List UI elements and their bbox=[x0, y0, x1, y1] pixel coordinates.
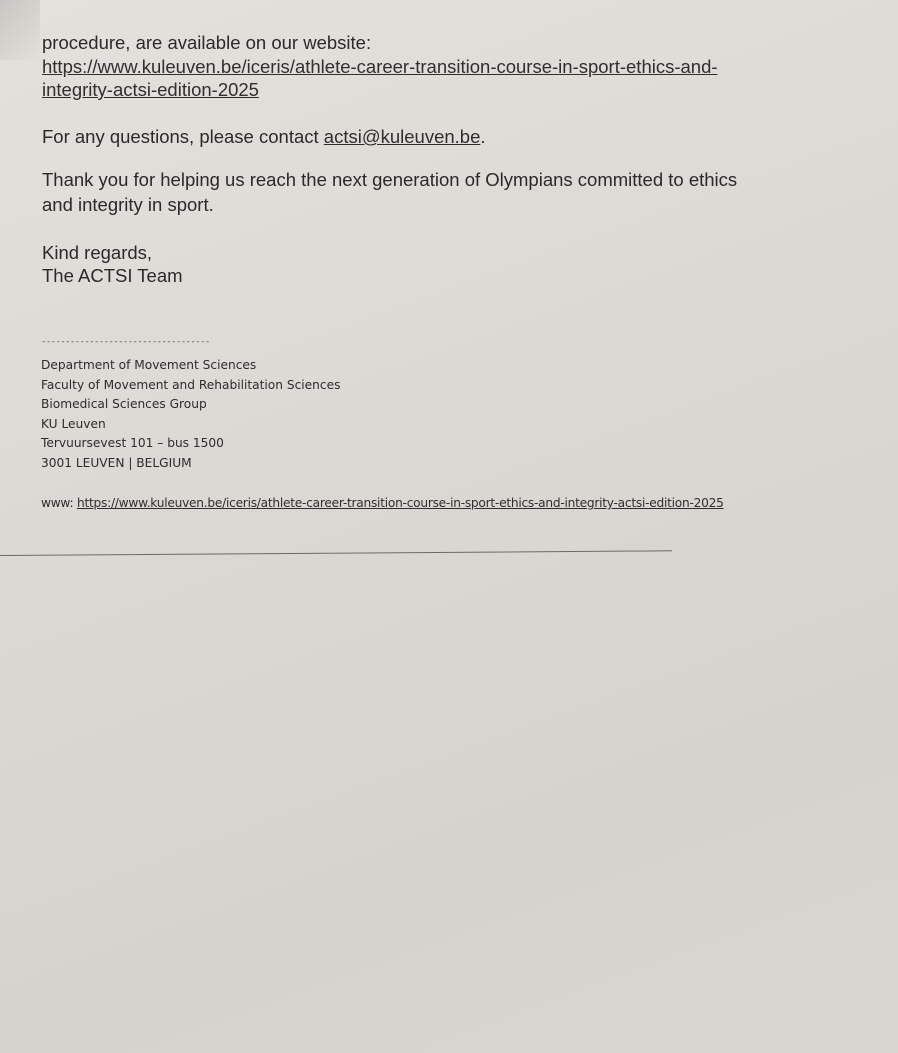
contact-suffix: . bbox=[480, 126, 486, 147]
website-link-line2[interactable]: integrity-actsi-edition-2025 bbox=[42, 79, 259, 100]
horizontal-rule bbox=[0, 550, 672, 556]
signature-www bbox=[41, 494, 724, 514]
website-link-line1[interactable]: https://www.kuleuven.be/iceris/athlete-career-transition-course-in-sport-ethics-and- bbox=[42, 56, 718, 77]
signature-line: Department of Movement Sciences bbox=[41, 358, 257, 372]
signature-block bbox=[41, 356, 340, 473]
website-link-cont[interactable] bbox=[42, 78, 259, 101]
signature-line: Biomedical Sciences Group bbox=[41, 397, 207, 411]
signature-separator: ----------------------------------- bbox=[41, 337, 210, 347]
team-name: The ACTSI Team bbox=[42, 265, 183, 286]
www-label: www: bbox=[41, 496, 77, 510]
www-link[interactable]: https://www.kuleuven.be/iceris/athlete-career-transition-course-in-sport-ethics-and-integrity-actsi-edition-2025 bbox=[76, 496, 724, 510]
contact-prefix: For any questions, please contact bbox=[42, 126, 324, 147]
signature-line: 3001 LEUVEN | BELGIUM bbox=[41, 455, 192, 470]
signature-line: Tervuursevest 101 – bus 1500 bbox=[41, 436, 224, 450]
closing: Kind regards, bbox=[42, 242, 153, 263]
page-shadow bbox=[0, 0, 40, 60]
website-link[interactable] bbox=[42, 55, 718, 78]
signature-line: KU Leuven bbox=[41, 416, 106, 431]
contact-paragraph bbox=[42, 125, 486, 148]
thanks-line-2: and integrity in sport. bbox=[42, 194, 214, 215]
procedure-line: procedure, are available on our website: bbox=[42, 32, 372, 53]
signature-line: Faculty of Movement and Rehabilitation Sciences bbox=[41, 377, 341, 392]
contact-email-link[interactable]: actsi@kuleuven.be bbox=[323, 126, 481, 147]
thanks-line-1: Thank you for helping us reach the next generation of Olympians committed to ethics bbox=[42, 169, 738, 190]
